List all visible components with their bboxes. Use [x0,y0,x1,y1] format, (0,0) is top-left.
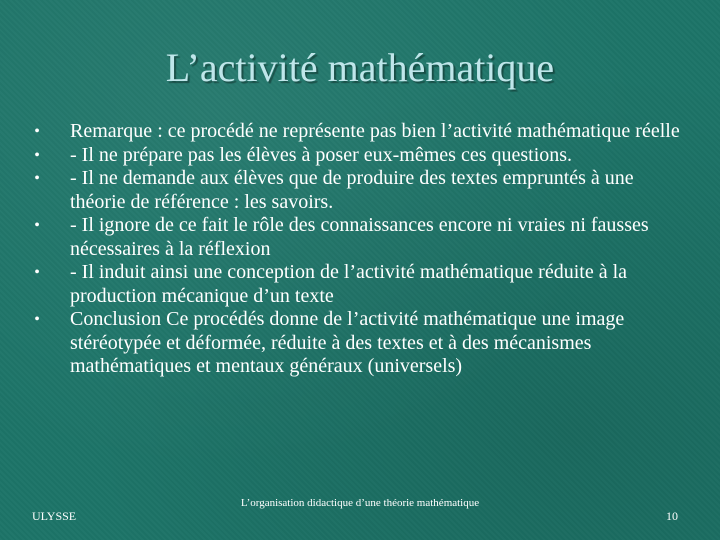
bullet-item [30,308,690,379]
bullet-icon: • [34,264,40,281]
bullet-icon: • [34,170,40,187]
bullet-text: - Il ne prépare pas les élèves à poser eux-mêmes ces questions. [70,143,573,166]
footer-left-text: ULYSSE [32,509,77,523]
bullet-text: Remarque : ce procédé ne représente pas bien l’activité mathématique réelle [70,120,680,142]
bullet-icon: • [34,146,40,164]
bullet-icon: • [34,217,40,234]
bullet-item [30,144,690,168]
slide-title: L’activité mathématique [165,45,555,90]
bullet-item [30,214,690,261]
page-number: 10 [666,509,678,523]
bullet-item [30,167,690,214]
bullet-item [30,120,690,144]
bullet-text: - Il ignore de ce fait le rôle des connaissances encore ni vraies ni fausses nécessaires à la réflexion [70,214,649,260]
bullet-icon: • [34,311,40,328]
bullet-list [30,120,690,379]
bullet-icon: • [34,123,40,140]
bullet-text: - Il induit ainsi une conception de l’activité mathématique réduite à la production mécanique d’un texte [70,261,628,307]
bullet-text: Conclusion Ce procédés donne de l’activité mathématique une image stéréotypée et déformée, réduite à des textes et à des mécanismes mathématiques et mentaux généraux (universels) [70,308,625,377]
bullet-item [30,261,690,308]
bullet-text: - Il ne demande aux élèves que de produire des textes empruntés à une théorie de référence : les savoirs. [70,167,634,213]
footer-center-text: L’organisation didactique d’une théorie mathématique [240,497,480,509]
